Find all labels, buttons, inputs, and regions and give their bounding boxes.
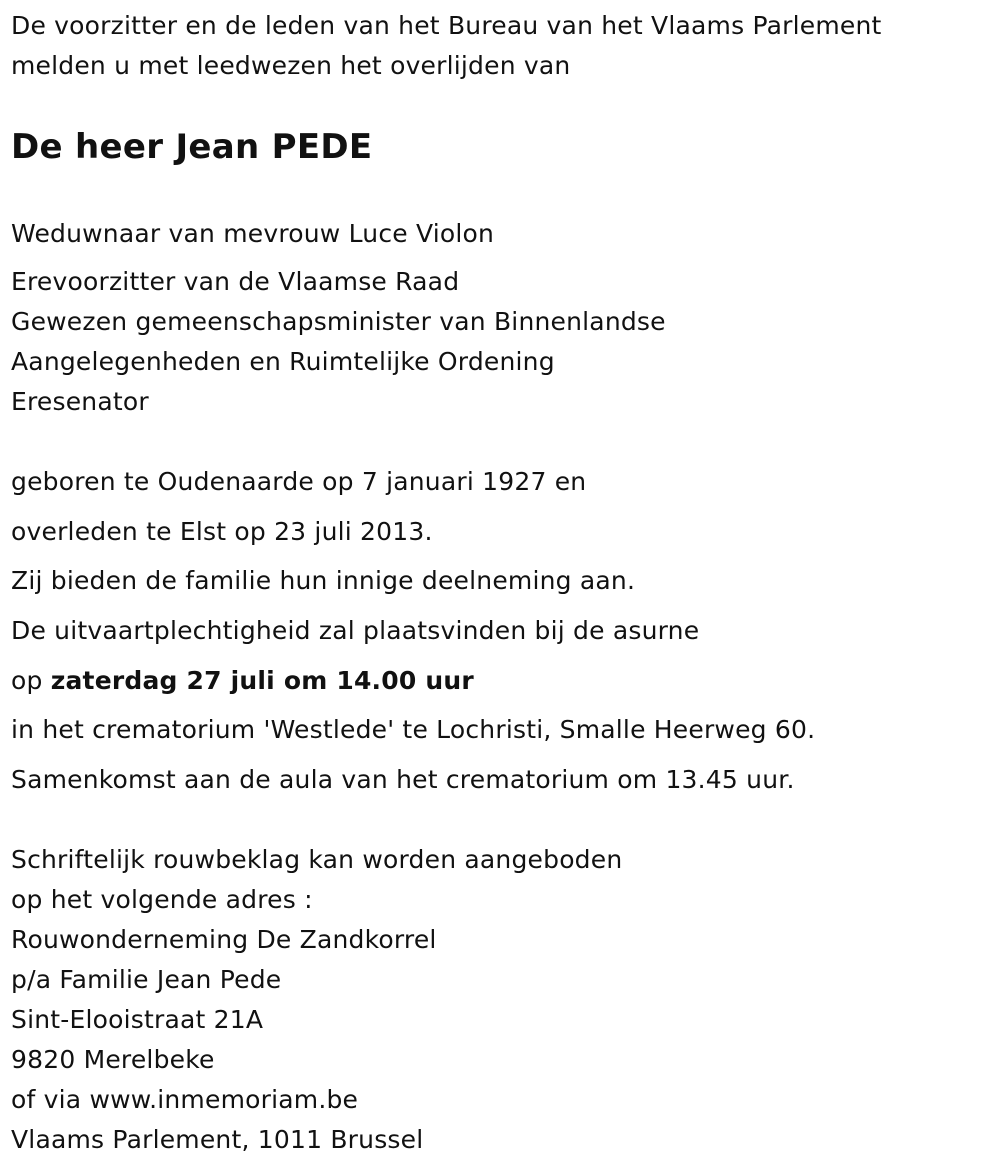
gathering-line: Samenkomst aan de aula van het crematorium om 13.45 uur.	[11, 765, 795, 794]
address-line-3: Rouwonderneming De Zandkorrel	[11, 925, 437, 954]
former-minister-line-2: Aangelegenheden en Ruimtelijke Ordening	[11, 347, 555, 376]
address-line-5: Sint-Elooistraat 21A	[11, 1005, 264, 1034]
address-line-8: Vlaams Parlement, 1011 Brussel	[11, 1125, 424, 1154]
intro-line-2: melden u met leedwezen het overlijden van	[11, 51, 571, 80]
location-line: in het crematorium 'Westlede' te Lochristi, Smalle Heerweg 60.	[11, 715, 816, 744]
date-prefix: op	[11, 666, 51, 695]
senator-line: Eresenator	[11, 387, 149, 416]
address-line-6: 9820 Merelbeke	[11, 1045, 215, 1074]
widower-line: Weduwnaar van mevrouw Luce Violon	[11, 219, 495, 248]
ceremony-date: zaterdag 27 juli om 14.00 uur	[50, 666, 474, 695]
intro-line-1: De voorzitter en de leden van het Bureau van het Vlaams Parlement	[11, 11, 882, 40]
condolences-line: Zij bieden de familie hun innige deelneming aan.	[11, 566, 636, 595]
honorary-chair-line: Erevoorzitter van de Vlaamse Raad	[11, 267, 460, 296]
ceremony-line: De uitvaartplechtigheid zal plaatsvinden bij de asurne	[11, 616, 700, 645]
born-line: geboren te Oudenaarde op 7 januari 1927 en	[11, 467, 587, 496]
address-line-7: of via www.inmemoriam.be	[11, 1085, 359, 1114]
address-line-4: p/a Familie Jean Pede	[11, 965, 282, 994]
former-minister-line-1: Gewezen gemeenschapsminister van Binnenlandse	[11, 307, 666, 336]
ceremony-date-line	[11, 665, 474, 697]
address-line-2: op het volgende adres :	[11, 885, 313, 914]
address-line-1: Schriftelijk rouwbeklag kan worden aangeboden	[11, 845, 623, 874]
deceased-name-title: De heer Jean PEDE	[11, 127, 373, 167]
died-line: overleden te Elst op 23 juli 2013.	[11, 517, 433, 546]
